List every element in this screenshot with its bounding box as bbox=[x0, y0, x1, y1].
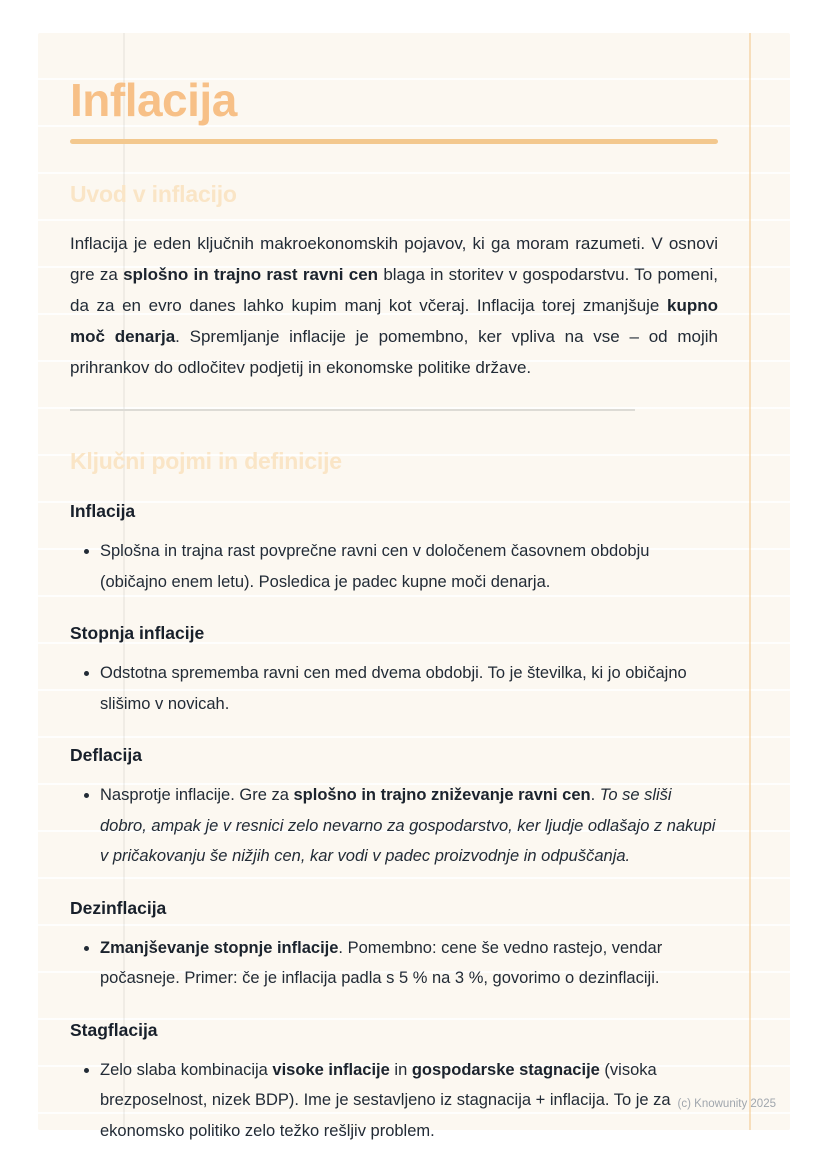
term-label: Deflacija bbox=[70, 745, 142, 765]
section-heading-intro: Uvod v inflacijo bbox=[70, 181, 237, 207]
term-bullet-list bbox=[70, 536, 718, 597]
document-content bbox=[70, 33, 718, 1146]
term-label: Inflacija bbox=[70, 501, 136, 521]
term-bullet-list bbox=[70, 933, 718, 994]
term-definition: • Splošna in trajna rast povprečne ravni cen v določenem časovnem obdobju (običajno enem letu). Posledica je padec kupne moči denarja. bbox=[100, 536, 718, 597]
term-definition: • Zmanjševanje stopnje inflacije. Pomembno: cene še vedno rastejo, vendar počasneje. Primer: če je inflacija padla s 5 % na 3 %, govorimo o dezinflaciji. bbox=[100, 933, 718, 994]
definitions-list bbox=[70, 500, 718, 1146]
definition-term bbox=[70, 500, 718, 597]
copyright-note: (c) Knowunity 2025 bbox=[677, 1098, 776, 1110]
term-label: Stopnja inflacije bbox=[70, 623, 205, 643]
notebook-margin-line-right bbox=[749, 33, 751, 1130]
definition-term bbox=[70, 622, 718, 719]
term-bullet-list bbox=[70, 1055, 718, 1147]
section-divider bbox=[70, 409, 635, 411]
term-bullet-list bbox=[70, 780, 718, 872]
definition-term bbox=[70, 744, 718, 872]
term-definition: • Nasprotje inflacije. Gre za splošno in trajno zniževanje ravni cen. To se sliši dobro, ampak je v resnici zelo nevarno za gospodarstvo, ker ljudje odlašajo z nakupi v pričakovanju še nižjih cen, kar vodi v padec proizvodnje in odpuščanja. bbox=[100, 780, 718, 872]
section-heading-definitions: Ključni pojmi in definicije bbox=[70, 448, 342, 474]
term-label: Stagflacija bbox=[70, 1019, 158, 1040]
term-definition: • Zelo slaba kombinacija visoke inflacije in gospodarske stagnacije (visoka brezposelnost, nizek BDP). Ime je sestavljeno iz stagnacija + inflacija. To je za ekonomsko politiko zelo težko rešljiv problem. bbox=[100, 1055, 718, 1147]
definition-term bbox=[70, 897, 718, 994]
notes-paper bbox=[38, 33, 790, 1140]
title-underline-rule bbox=[70, 139, 718, 144]
definition-term bbox=[70, 1019, 718, 1147]
term-bullet-list bbox=[70, 658, 718, 719]
term-definition: • Odstotna sprememba ravni cen med dvema obdobji. To je številka, ki jo običajno slišimo v novicah. bbox=[100, 658, 718, 719]
term-label: Dezinflacija bbox=[70, 897, 167, 918]
document-title: Inflacija bbox=[70, 74, 237, 126]
intro-paragraph: Inflacija je eden ključnih makroekonomskih pojavov, ki ga moram razumeti. V osnovi gre za splošno in trajno rast ravni cen blaga in storitev v gospodarstvu. To pomeni, da za en evro danes lahko kupim manj kot včeraj. Inflacija torej zmanjšuje kupno moč denarja. Spremljanje inflacije je pomembno, ker vpliva na vse – od mojih prihrankov do odločitev podjetij in ekonomske politike države. bbox=[70, 234, 718, 377]
